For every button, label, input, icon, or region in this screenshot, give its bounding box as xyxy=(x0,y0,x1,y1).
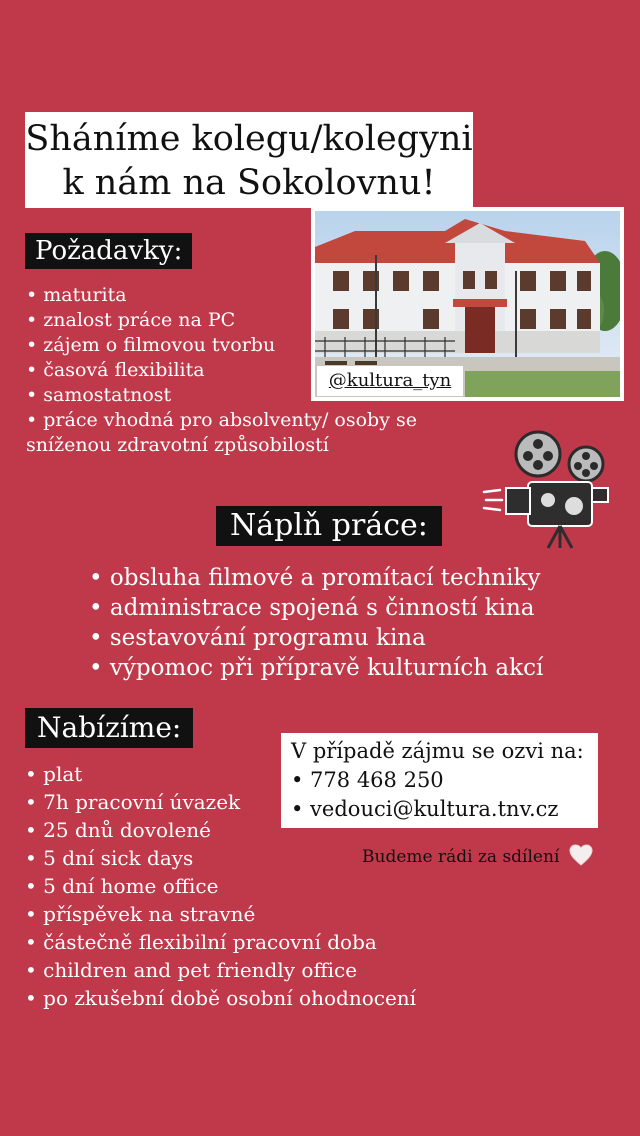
instagram-handle[interactable]: @kultura_tyn xyxy=(317,366,463,396)
list-item: • administrace spojená s činností kina xyxy=(89,595,535,621)
requirements-list xyxy=(26,283,426,458)
list-item: • časová flexibilita xyxy=(26,359,205,381)
list-item: • částečně flexibilní pracovní doba xyxy=(25,930,377,954)
heart-icon xyxy=(569,844,593,866)
list-item: • sestavování programu kina xyxy=(89,625,426,651)
share-note xyxy=(362,843,593,871)
list-item: • příspěvek na stravné xyxy=(25,902,256,926)
list-item: • znalost práce na PC xyxy=(26,309,236,331)
offer-label: Nabízíme: xyxy=(25,708,193,748)
list-item: • 25 dnů dovolené xyxy=(25,818,212,842)
list-item: • obsluha filmové a promítací techniky xyxy=(89,565,541,591)
contact-phone[interactable]: • 778 468 250 xyxy=(291,768,444,792)
list-item: • po zkušební době osobní ohodnocení xyxy=(25,986,417,1010)
duties-list xyxy=(89,563,543,683)
contact-heading: V případě zájmu se ozvi na: xyxy=(291,739,584,763)
list-item: • plat xyxy=(25,762,83,786)
duties-label: Náplň práce: xyxy=(216,506,442,546)
list-item: • 5 dní sick days xyxy=(25,846,194,870)
page-title xyxy=(25,112,473,208)
list-item: • children and pet friendly office xyxy=(25,958,358,982)
list-item: • samostatnost xyxy=(26,384,172,406)
share-text: Budeme rádi za sdílení xyxy=(362,847,560,867)
list-item: • práce vhodná pro absolventy/ osoby se sníženou zdravotní způsobilostí xyxy=(26,409,417,456)
list-item: • maturita xyxy=(26,284,127,306)
list-item: • zájem o filmovou tvorbu xyxy=(26,334,276,356)
film-projector-icon xyxy=(478,428,613,550)
requirements-label: Požadavky: xyxy=(25,233,192,269)
contact-box xyxy=(281,733,598,828)
title-line-1: Sháníme kolegu/kolegyni xyxy=(25,119,473,159)
contact-email[interactable]: • vedouci@kultura.tnv.cz xyxy=(291,797,559,821)
list-item: • výpomoc při přípravě kulturních akcí xyxy=(89,655,544,681)
title-line-2: k nám na Sokolovnu! xyxy=(62,163,436,203)
list-item: • 5 dní home office xyxy=(25,874,219,898)
list-item: • 7h pracovní úvazek xyxy=(25,790,241,814)
